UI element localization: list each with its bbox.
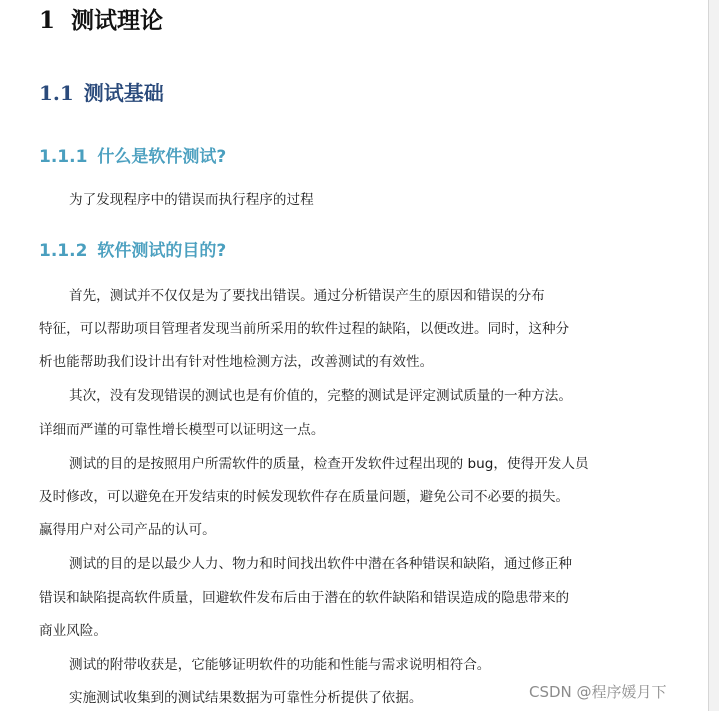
- paragraph-line: 测试的目的是按照用户所需软件的质量，检查开发软件过程出现的 bug，使得开发人员: [69, 456, 589, 472]
- paragraph-line: 首先，测试并不仅仅是为了要找出错误。通过分析错误产生的原因和错误的分布: [69, 288, 545, 304]
- definition-text: 为了发现程序中的错误而执行程序的过程: [69, 192, 314, 208]
- paragraph-line: 析也能帮助我们设计出有针对性地检测方法，改善测试的有效性。: [39, 354, 434, 370]
- section-heading: [39, 78, 164, 108]
- subsection-title: 什么是软件测试?: [97, 147, 227, 167]
- chapter-title: 测试理论: [71, 7, 164, 34]
- chapter-heading: [39, 4, 163, 38]
- subsection-number: 1.1.1: [39, 147, 88, 167]
- subsection-heading-1: [39, 144, 226, 170]
- chapter-number: 1: [39, 7, 56, 34]
- section-title: 测试基础: [83, 81, 164, 105]
- subsection-heading-2: [39, 238, 226, 264]
- paragraph-line: 及时修改，可以避免在开发结束的时候发现软件存在质量问题，避免公司不必要的损失。: [39, 489, 570, 505]
- section-number: 1.1: [39, 81, 74, 105]
- paragraph-line: 测试的目的是以最少人力、物力和时间找出软件中潜在各种错误和缺陷，通过修正种: [69, 556, 572, 572]
- paragraph-line: 商业风险。: [39, 623, 107, 639]
- paragraph-line: 赢得用户对公司产品的认可。: [39, 522, 216, 538]
- paragraph-line: 测试的附带收获是，它能够证明软件的功能和性能与需求说明相符合。: [69, 657, 491, 673]
- page-edge-shadow: [708, 0, 719, 711]
- paragraph-line: 特征，可以帮助项目管理者发现当前所采用的软件过程的缺陷，以便改进。同时，这种分: [39, 321, 570, 337]
- paragraph-line: 错误和缺陷提高软件质量，回避软件发布后由于潜在的软件缺陷和错误造成的隐患带来的: [39, 590, 570, 606]
- paragraph-line: 实施测试收集到的测试结果数据为可靠性分析提供了依据。: [69, 690, 423, 706]
- csdn-watermark: CSDN @程序媛月下: [529, 683, 667, 701]
- paragraph-line: 详细而严谨的可靠性增长模型可以证明这一点。: [39, 422, 325, 438]
- paragraph-line: 其次，没有发现错误的测试也是有价值的，完整的测试是评定测试质量的一种方法。: [69, 388, 572, 404]
- subsection-title: 软件测试的目的?: [97, 241, 227, 261]
- subsection-number: 1.1.2: [39, 241, 88, 261]
